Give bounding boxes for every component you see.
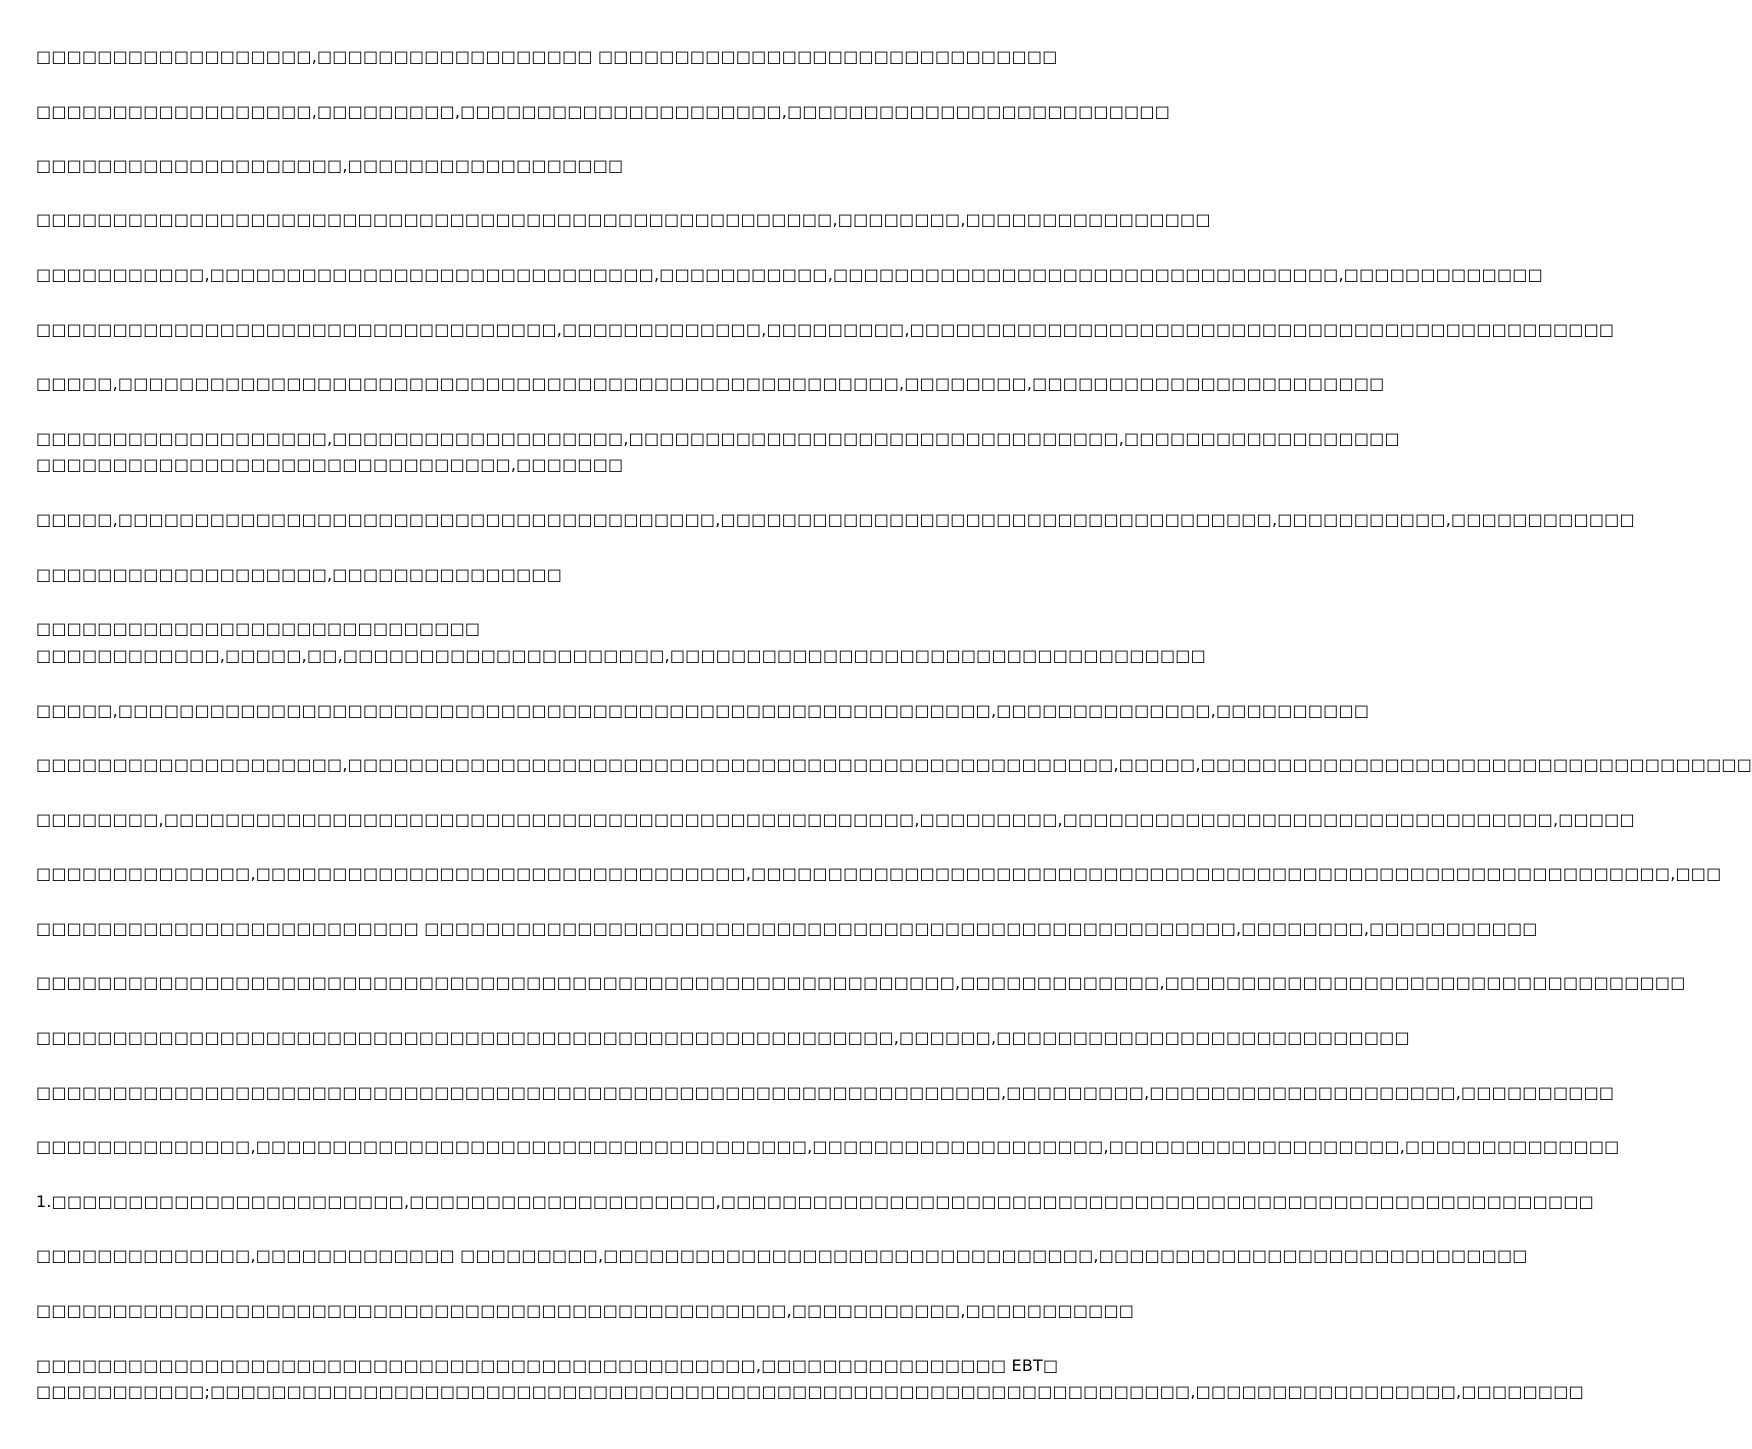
paragraph-line: □□□□□□□□□□□□□□□□□□,□□□□□□□□□,□□□□□□□□□□□□□□□□□□□□□,□□□□□□□□□□□□□□□□□□□□□□□□□ [36,102,1171,121]
paragraph-line: □□□□□□□□□□□□□□,□□□□□□□□□□□□□ □□□□□□□□□,□□□□□□□□□□□□□□□□□□□□□□□□□□□□□□□□,□□□□□□□□□□□□□□□□□□□□□□□□□□□□ [36,1246,1528,1265]
paragraph-line: □□□□□□□□□□□□□□□□□□□□□□□□□□□□□□□□□□□□□□□□□□□□□□□□□,□□□□□□□□□□□,□□□□□□□□□□□ [36,1301,1135,1320]
paragraph-line: □□□□□□□□□□□□□□□□□□□□□□□□□□□□□□□□□□□□□□□□□□□□□□□□□□□□□□□□,□□□□□□,□□□□□□□□□□□□□□□□□□□□□□□□□□□ [36,1028,1410,1047]
paragraph-line: □□□□□□□□□□□□□□□□□□□□□□□□□□□□□□□□□□□□□□□□□□□□□□□,□□□□□□□□□□□□□□□□ EBT□ [36,1356,1059,1375]
paragraph-line: □□□□□□□□□□□□□□□□□□,□□□□□□□□□□□□□□□□□□ □□□□□□□□□□□□□□□□□□□□□□□□□□□□□□ [36,47,1058,66]
paragraph-line: □□□□□□□□□□□□□□□□□□□□□□□□□□□□□□□□□□□□□□□□□□□□□□□□□□□□,□□□□□□□□,□□□□□□□□□□□□□□□□ [36,210,1211,229]
paragraph-line: □□□□□□□□□□□□□□□□□□□□,□□□□□□□□□□□□□□□□□□□□□□□□□□□□□□□□□□□□□□□□□□□□□□□□□□,□□□□□,□□□□□□□□□□□□□□□□□□□□□□□□□□□□□□□□□□□□ [36,755,1752,774]
paragraph-line: □□□□□□□□□□□□□□,□□□□□□□□□□□□□□□□□□□□□□□□□□□□□□□□,□□□□□□□□□□□□□□□□□□□□□□□□□□□□□□□□□□□□□□□□□□□□□□□□□□□□□□□□□□□□,□□□ [36,864,1722,883]
paragraph-line: □□□□□□□□□□□□□□□□□□□□□□□□□□□□□□□□□□,□□□□□□□□□□□□□,□□□□□□□□□,□□□□□□□□□□□□□□□□□□□□□□□□□□□□□□□□□□□□□□□□□□□□□□ [36,320,1615,339]
paragraph-line: □□□□□□□□,□□□□□□□□□□□□□□□□□□□□□□□□□□□□□□□□□□□□□□□□□□□□□□□□□,□□□□□□□□□,□□□□□□□□□□□□□□□□□□□□□□□□□□□□□□□□,□□□□□ [36,810,1635,829]
paragraph-line: □□□□□,□□□□□□□□□□□□□□□□□□□□□□□□□□□□□□□□□□□□□□□,□□□□□□□□□□□□□□□□□□□□□□□□□□□□□□□□□□□□,□□□□□□□□□□□,□□□□□□□□□□□□ [36,510,1635,529]
paragraph-line: □□□□□□□□□□□□□□□□□□□□,□□□□□□□□□□□□□□□□□□ [36,156,624,175]
paragraph-line: □□□□□□□□□□□,□□□□□□□□□□□□□□□□□□□□□□□□□□□□□,□□□□□□□□□□□,□□□□□□□□□□□□□□□□□□□□□□□□□□□□□□□□□,□□□□□□□□□□□□□ [36,265,1543,284]
paragraph-line: □□□□□□□□□□□□□□□□□□□,□□□□□□□□□□□□□□□ [36,565,563,584]
paragraph-line: □□□□□□□□□□□□,□□□□□,□□,□□□□□□□□□□□□□□□□□□□□□,□□□□□□□□□□□□□□□□□□□□□□□□□□□□□□□□□□□ [36,646,1206,665]
paragraph-line: □□□□□□□□□□□□□□□□□□□□□□□□□□□□□□□□□□□□□□□□□□□□□□□□□□□□□□□□□□□□,□□□□□□□□□□□□□,□□□□□□□□□□□□□□□□□□□□□□□□□□□□□□□□□□ [36,973,1686,992]
paragraph-line: □□□□□,□□□□□□□□□□□□□□□□□□□□□□□□□□□□□□□□□□□□□□□□□□□□□□□□□□□,□□□□□□□□,□□□□□□□□□□□□□□□□□□□□□□□ [36,374,1385,393]
paragraph-line: □□□□□□□□□□□□□□□□□□□□□□□□□□□□□□□,□□□□□□□ [36,455,624,474]
paragraph-line: □□□□□□□□□□□;□□□□□□□□□□□□□□□□□□□□□□□□□□□□□□□□□□□□□□□□□□□□□□□□□□□□□□□□□□□□□□□□,□□□□□□□□□□□□□□□□□,□□□□□□□□ [36,1382,1584,1401]
paragraph-line: □□□□□□□□□□□□□□□□□□□,□□□□□□□□□□□□□□□□□□□,□□□□□□□□□□□□□□□□□□□□□□□□□□□□□□□□,□□□□□□□□□□□□□□□□□□ [36,429,1400,448]
paragraph-line: □□□□□,□□□□□□□□□□□□□□□□□□□□□□□□□□□□□□□□□□□□□□□□□□□□□□□□□□□□□□□□□,□□□□□□□□□□□□□□,□□□□□□□□□□ [36,701,1370,720]
paragraph-line: □□□□□□□□□□□□□□,□□□□□□□□□□□□□□□□□□□□□□□□□□□□□□□□□□□□,□□□□□□□□□□□□□□□□□□□,□□□□□□□□□□□□□□□□□□□,□□□□□□□□□□□□□□ [36,1137,1620,1156]
paragraph-line: 1.□□□□□□□□□□□□□□□□□□□□□□□,□□□□□□□□□□□□□□□□□□□□,□□□□□□□□□□□□□□□□□□□□□□□□□□□□□□□□□□□□□□□□□□□□□□□□□□□□□□□□□ [36,1192,1594,1211]
paragraph-line: □□□□□□□□□□□□□□□□□□□□□□□□□ □□□□□□□□□□□□□□□□□□□□□□□□□□□□□□□□□□□□□□□□□□□□□□□□□□□□□,□□□□□□□□,□□□□□□□□□□□ [36,919,1538,938]
document-page [36,0,1752,1449]
paragraph-line: □□□□□□□□□□□□□□□□□□□□□□□□□□□□□□□□□□□□□□□□□□□□□□□□□□□□□□□□□□□□□□□,□□□□□□□□□,□□□□□□□□□□□□□□□□□□□□,□□□□□□□□□□ [36,1083,1615,1102]
paragraph-line: □□□□□□□□□□□□□□□□□□□□□□□□□□□□□ [36,619,481,638]
